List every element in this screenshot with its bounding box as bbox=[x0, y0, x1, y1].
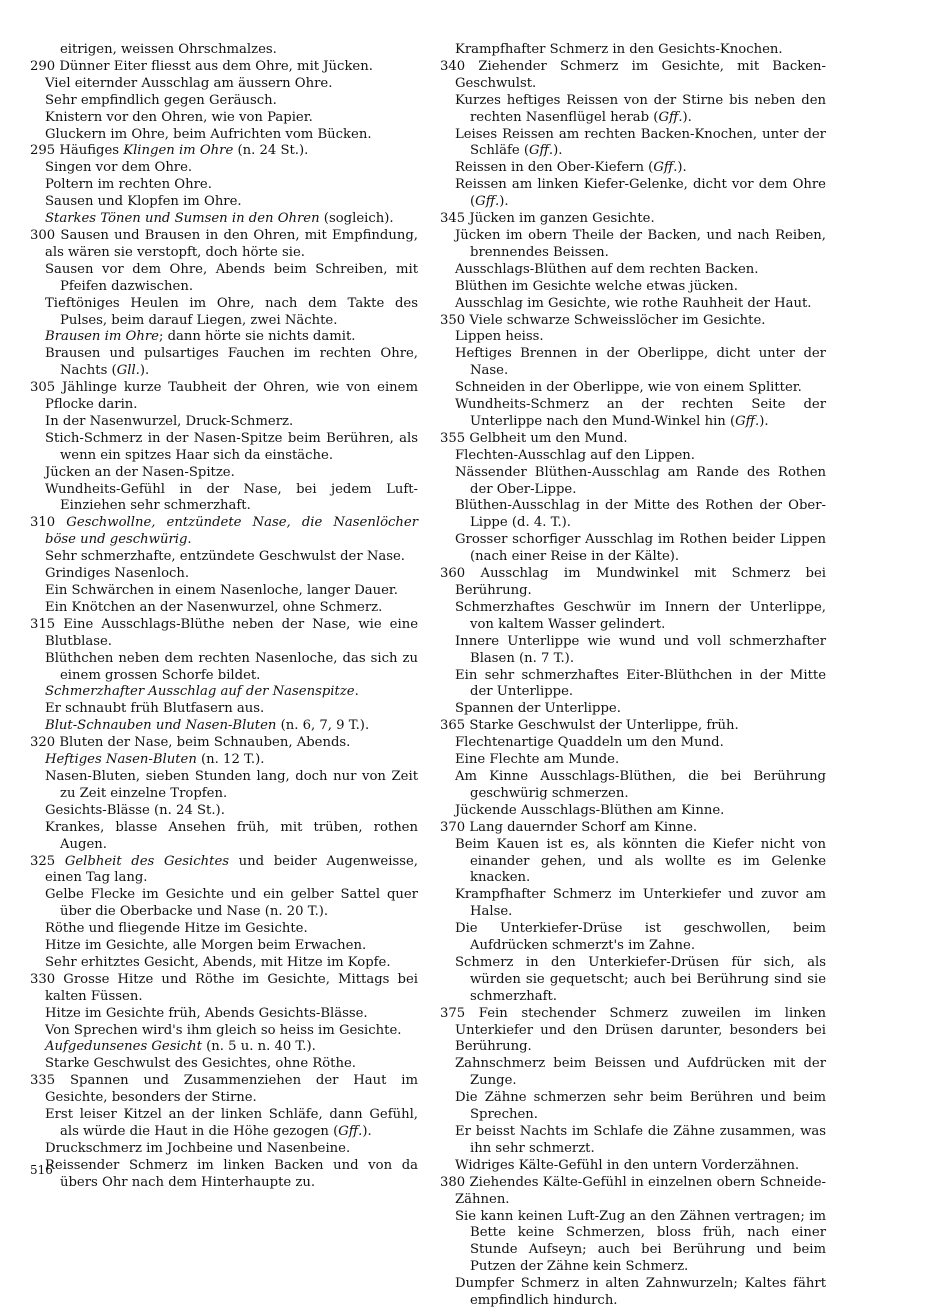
numbered-symptom-entry: 295 Häufiges Klingen im Ohre (n. 24 St.). bbox=[30, 143, 309, 159]
symptom-entry: Reissender Schmerz im linken Backen und von da übers Ohr nach dem Hinterhaupte zu. bbox=[45, 1157, 418, 1190]
numbered-symptom-entry: 345 Jücken im ganzen Gesichte. bbox=[440, 211, 655, 227]
symptom-entry: Sausen vor dem Ohre, Abends beim Schreiben, mit Pfeifen dazwischen. bbox=[45, 261, 418, 294]
left-column bbox=[30, 42, 418, 1192]
symptom-entry: Tieftöniges Heulen im Ohre, nach dem Takte des Pulses, beim darauf Liegen, zwei Nächte. bbox=[45, 295, 418, 328]
symptom-entry: Krankes, blasse Ansehen früh, mit trüben, rothen Augen. bbox=[45, 819, 418, 852]
symptom-entry: Sie kann keinen Luft-Zug an den Zähnen vertragen; im Bette keine Schmerzen, bloss früh, nach einer Stunde Aufseyn; auch bei Berührung und beim Putzen der Zähne kein Schmerz. bbox=[455, 1208, 826, 1275]
numbered-symptom-entry: 365 Starke Geschwulst der Unterlippe, früh. bbox=[440, 718, 739, 734]
numbered-symptom-entry: 375 Fein stechender Schmerz zuweilen im linken Unterkiefer und den Drüsen darunter, besonders bei Berührung. bbox=[440, 1005, 826, 1055]
symptom-entry: Krampfhafter Schmerz im Unterkiefer und zuvor am Halse. bbox=[455, 887, 826, 920]
symptom-entry: Jückende Ausschlags-Blüthen am Kinne. bbox=[455, 802, 725, 818]
symptom-entry: Grosser schorfiger Ausschlag im Rothen beider Lippen (nach einer Reise in der Kälte). bbox=[455, 532, 826, 565]
symptom-entry: Heftiges Nasen-Bluten (n. 12 T.). bbox=[45, 752, 265, 768]
symptom-entry: Dumpfer Schmerz in alten Zahnwurzeln; Kaltes fährt empfindlich hindurch. bbox=[455, 1276, 826, 1309]
symptom-entry: Eine Flechte am Munde. bbox=[455, 752, 620, 768]
symptom-entry: Heftiges Brennen in der Oberlippe, dicht unter der Nase. bbox=[455, 346, 826, 379]
symptom-entry: In der Nasenwurzel, Druck-Schmerz. bbox=[45, 413, 294, 429]
symptom-entry: Nasen-Bluten, sieben Stunden lang, doch nur von Zeit zu Zeit einzelne Tropfen. bbox=[45, 768, 418, 801]
symptom-entry: Gelbe Flecke im Gesichte und ein gelber Sattel quer über die Oberbacke und Nase (n. 20 T.). bbox=[45, 887, 418, 920]
symptom-entry: Singen vor dem Ohre. bbox=[45, 160, 193, 176]
numbered-symptom-entry: 320 Bluten der Nase, beim Schnauben, Abends. bbox=[30, 735, 351, 751]
symptom-entry: Blüthen-Ausschlag in der Mitte des Rothen der Ober-Lippe (d. 4. T.). bbox=[455, 498, 826, 531]
symptom-entry: Erst leiser Kitzel an der linken Schläfe, dann Gefühl, als würde die Haut in die Höhe gezogen (Gff.). bbox=[45, 1107, 418, 1139]
symptom-entry: Gluckern im Ohre, beim Aufrichten vom Bücken. bbox=[45, 126, 372, 142]
symptom-entry: Ausschlags-Blüthen auf dem rechten Backen. bbox=[455, 261, 759, 277]
numbered-symptom-entry: 300 Sausen und Brausen in den Ohren, mit Empfindung, als wären sie verstopft, doch hörte sie. bbox=[30, 227, 418, 260]
symptom-entry: Hitze im Gesichte, alle Morgen beim Erwachen. bbox=[45, 938, 367, 954]
numbered-symptom-entry: 340 Ziehender Schmerz im Gesichte, mit Backen-Geschwulst. bbox=[440, 58, 826, 91]
symptom-entry: Sehr schmerzhafte, entzündete Geschwulst der Nase. bbox=[45, 549, 405, 565]
symptom-entry: Am Kinne Ausschlags-Blüthen, die bei Berührung geschwürig schmerzen. bbox=[455, 768, 826, 801]
symptom-entry: Kurzes heftiges Reissen von der Stirne bis neben den rechten Nasenflügel herab (Gff.). bbox=[455, 92, 826, 125]
symptom-entry: Sehr erhitztes Gesicht, Abends, mit Hitze im Kopfe. bbox=[45, 954, 391, 970]
symptom-entry: Zahnschmerz beim Beissen und Aufdrücken mit der Zunge. bbox=[455, 1056, 826, 1089]
symptom-entry: Blut-Schnauben und Nasen-Bluten (n. 6, 7, 9 T.). bbox=[45, 718, 370, 734]
symptom-entry: Brausen und pulsartiges Fauchen im rechten Ohre, Nachts (Gll.). bbox=[45, 346, 418, 379]
symptom-entry: Aufgedunsenes Gesicht (n. 5 u. n. 40 T.). bbox=[45, 1039, 316, 1055]
symptom-entry: Starke Geschwulst des Gesichtes, ohne Röthe. bbox=[45, 1056, 356, 1072]
numbered-symptom-entry: 305 Jählinge kurze Taubheit der Ohren, wie von einem Pflocke darin. bbox=[30, 380, 418, 413]
symptom-entry: Innere Unterlippe wie wund und voll schmerzhafter Blasen (n. 7 T.). bbox=[455, 633, 826, 666]
symptom-entry: Brausen im Ohre; dann hörte sie nichts damit. bbox=[45, 329, 356, 345]
symptom-entry: Wundheits-Gefühl in der Nase, bei jedem Luft-Einziehen sehr schmerzhaft. bbox=[45, 481, 418, 514]
symptom-entry: Spannen der Unterlippe. bbox=[455, 701, 621, 717]
numbered-symptom-entry: 315 Eine Ausschlags-Blüthe neben der Nase, wie eine Blutblase. bbox=[30, 616, 418, 649]
symptom-entry: Schneiden in der Oberlippe, wie von einem Splitter. bbox=[455, 380, 802, 396]
symptom-entry: Reissen am linken Kiefer-Gelenke, dicht vor dem Ohre (Gff.). bbox=[455, 177, 826, 210]
symptom-entry: Schmerzhaftes Geschwür im Innern der Unterlippe, von kaltem Wasser gelindert. bbox=[455, 599, 826, 632]
symptom-entry: Druckschmerz im Jochbeine und Nasenbeine. bbox=[45, 1140, 351, 1156]
symptom-entry: Beim Kauen ist es, als könnten die Kiefer nicht von einander gehen, und als wollte es im Gelenke knacken. bbox=[455, 836, 826, 886]
symptom-entry: Röthe und fliegende Hitze im Gesichte. bbox=[45, 921, 308, 937]
symptom-entry: Flechtenartige Quaddeln um den Mund. bbox=[455, 735, 724, 751]
symptom-entry: Er schnaubt früh Blutfasern aus. bbox=[45, 701, 265, 717]
symptom-entry: Ein sehr schmerzhaftes Eiter-Blüthchen in der Mitte der Unterlippe. bbox=[455, 667, 826, 700]
numbered-symptom-entry: 325 Gelbheit des Gesichtes und beider Augenweisse, einen Tag lang. bbox=[30, 853, 418, 886]
symptom-entry: Grindiges Nasenloch. bbox=[45, 566, 190, 582]
symptom-entry: Jücken im obern Theile der Backen, und nach Reiben, brennendes Beissen. bbox=[455, 227, 826, 260]
symptom-entry: Sausen und Klopfen im Ohre. bbox=[45, 194, 242, 210]
symptom-entry: Starkes Tönen und Sumsen in den Ohren (sogleich). bbox=[45, 211, 394, 227]
numbered-symptom-entry: 335 Spannen und Zusammenziehen der Haut im Gesichte, besonders der Stirne. bbox=[30, 1073, 418, 1106]
symptom-entry: Die Unterkiefer-Drüse ist geschwollen, beim Aufdrücken schmerzt's im Zahne. bbox=[455, 921, 826, 954]
symptom-entry: Blüthchen neben dem rechten Nasenloche, das sich zu einem grossen Schorfe bildet. bbox=[45, 650, 418, 683]
symptom-entry: Schmerz in den Unterkiefer-Drüsen für sich, als würden sie gequetscht; auch bei Berührung sind sie schmerzhaft. bbox=[455, 954, 826, 1004]
symptom-entry: Flechten-Ausschlag auf den Lippen. bbox=[455, 447, 695, 463]
symptom-entry: Viel eiternder Ausschlag am äussern Ohre. bbox=[45, 75, 333, 91]
symptom-entry: Die Zähne schmerzen sehr beim Berühren und beim Sprechen. bbox=[455, 1090, 826, 1123]
numbered-symptom-entry: 290 Dünner Eiter fliesst aus dem Ohre, mit Jücken. bbox=[30, 58, 373, 74]
symptom-entry: Poltern im rechten Ohre. bbox=[45, 177, 212, 193]
symptom-entry: Ein Knötchen an der Nasenwurzel, ohne Schmerz. bbox=[45, 599, 383, 615]
symptom-entry: Er beisst Nachts im Schlafe die Zähne zusammen, was ihn sehr schmerzt. bbox=[455, 1124, 826, 1156]
symptom-entry: Gesichts-Blässe (n. 24 St.). bbox=[45, 802, 225, 818]
symptom-entry: Blüthen im Gesichte welche etwas jücken. bbox=[455, 278, 738, 294]
symptom-entry: Nässender Blüthen-Ausschlag am Rande des Rothen der Ober-Lippe. bbox=[455, 464, 826, 497]
page-number: 516 bbox=[30, 1163, 53, 1177]
numbered-symptom-entry: 380 Ziehendes Kälte-Gefühl in einzelnen obern Schneide-Zähnen. bbox=[440, 1174, 826, 1207]
numbered-symptom-entry: 370 Lang dauernder Schorf am Kinne. bbox=[440, 819, 698, 835]
symptom-entry: Ausschlag im Gesichte, wie rothe Rauhheit der Haut. bbox=[455, 295, 812, 311]
numbered-symptom-entry: 330 Grosse Hitze und Röthe im Gesichte, Mittags bei kalten Füssen. bbox=[30, 971, 418, 1004]
symptom-entry: Stich-Schmerz in der Nasen-Spitze beim Berühren, als wenn ein spitzes Haar sich da einstäche. bbox=[45, 430, 418, 463]
symptom-entry: Wundheits-Schmerz an der rechten Seite der Unterlippe nach den Mund-Winkel hin (Gff.). bbox=[455, 397, 826, 429]
symptom-entry: Knistern vor den Ohren, wie von Papier. bbox=[45, 109, 313, 125]
symptom-entry: Reissen in den Ober-Kiefern (Gff.). bbox=[455, 160, 687, 176]
symptom-entry: Hitze im Gesichte früh, Abends Gesichts-Blässe. bbox=[45, 1005, 368, 1021]
numbered-symptom-entry: 310 Geschwollne, entzündete Nase, die Nasenlöcher böse und geschwürig. bbox=[30, 515, 418, 548]
symptom-entry: Lippen heiss. bbox=[455, 329, 544, 345]
numbered-symptom-entry: 355 Gelbheit um den Mund. bbox=[440, 430, 628, 446]
symptom-entry: Widriges Kälte-Gefühl in den untern Vorderzähnen. bbox=[455, 1157, 800, 1173]
symptom-entry: Von Sprechen wird's ihm gleich so heiss im Gesichte. bbox=[45, 1022, 402, 1038]
symptom-entry: Ein Schwärchen in einem Nasenloche, langer Dauer. bbox=[45, 583, 398, 598]
numbered-symptom-entry: 360 Ausschlag im Mundwinkel mit Schmerz bei Berührung. bbox=[440, 566, 826, 598]
symptom-entry: Jücken an der Nasen-Spitze. bbox=[45, 464, 235, 480]
symptom-entry: Leises Reissen am rechten Backen-Knochen, unter der Schläfe (Gff.). bbox=[455, 126, 826, 159]
right-column bbox=[440, 42, 826, 1310]
symptom-entry: Sehr empfindlich gegen Geräusch. bbox=[45, 92, 277, 108]
symptom-entry: Schmerzhafter Ausschlag auf der Nasenspitze. bbox=[45, 684, 359, 700]
numbered-symptom-entry: 350 Viele schwarze Schweisslöcher im Gesichte. bbox=[440, 312, 766, 328]
symptom-entry: eitrigen, weissen Ohrschmalzes. bbox=[60, 42, 277, 57]
symptom-entry: Krampfhafter Schmerz in den Gesichts-Knochen. bbox=[455, 42, 783, 57]
